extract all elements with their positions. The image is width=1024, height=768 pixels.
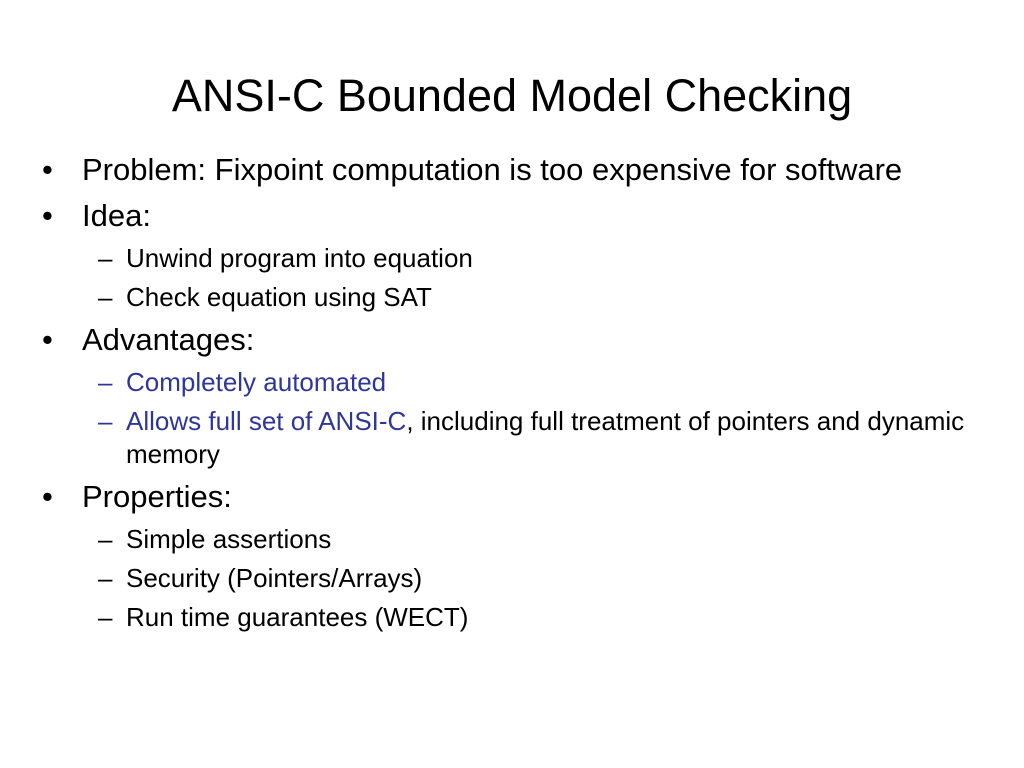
bullet-list (40, 150, 980, 634)
bullet-icon: • (42, 479, 53, 514)
bullet-text: Advantages: (82, 322, 255, 357)
bullet-text: Problem: Fixpoint computation is too expensive for software (82, 152, 903, 187)
bullet-item (40, 150, 980, 190)
sub-bullet-text-highlight: Allows full set of ANSI-C (126, 406, 407, 436)
bullet-text: Idea: (82, 198, 151, 233)
dash-icon: – (98, 524, 113, 554)
sub-bullet-item (40, 366, 980, 399)
sub-bullet-text-suffix: , including full treatment of pointers and dynamic memory (126, 406, 965, 469)
sub-bullet-item (40, 523, 980, 556)
sub-bullet-text: Security (Pointers/Arrays) (126, 563, 423, 593)
dash-icon: – (98, 602, 113, 632)
sub-bullet-item (40, 562, 980, 595)
sub-bullet-text: Simple assertions (126, 524, 332, 554)
slide-title: ANSI-C Bounded Model Checking (171, 70, 853, 121)
dash-icon: – (98, 243, 113, 273)
sub-bullet-item (40, 405, 980, 471)
sub-bullet-text: Run time guarantees (WECT) (126, 602, 469, 632)
sub-bullet-item (40, 242, 980, 275)
sub-bullet-text: Check equation using SAT (126, 282, 432, 312)
sub-bullet-text: Completely automated (126, 367, 387, 397)
sub-bullet-item (40, 281, 980, 314)
dash-icon: – (98, 367, 113, 397)
bullet-item (40, 196, 980, 236)
sub-bullet-item (40, 601, 980, 634)
bullet-item (40, 477, 980, 517)
bullet-text: Properties: (82, 479, 232, 514)
dash-icon: – (98, 406, 113, 436)
bullet-item (40, 320, 980, 360)
dash-icon: – (98, 563, 113, 593)
sub-bullet-text: Unwind program into equation (126, 243, 473, 273)
dash-icon: – (98, 282, 113, 312)
bullet-icon: • (42, 152, 53, 187)
bullet-icon: • (42, 198, 53, 233)
bullet-icon: • (42, 322, 53, 357)
